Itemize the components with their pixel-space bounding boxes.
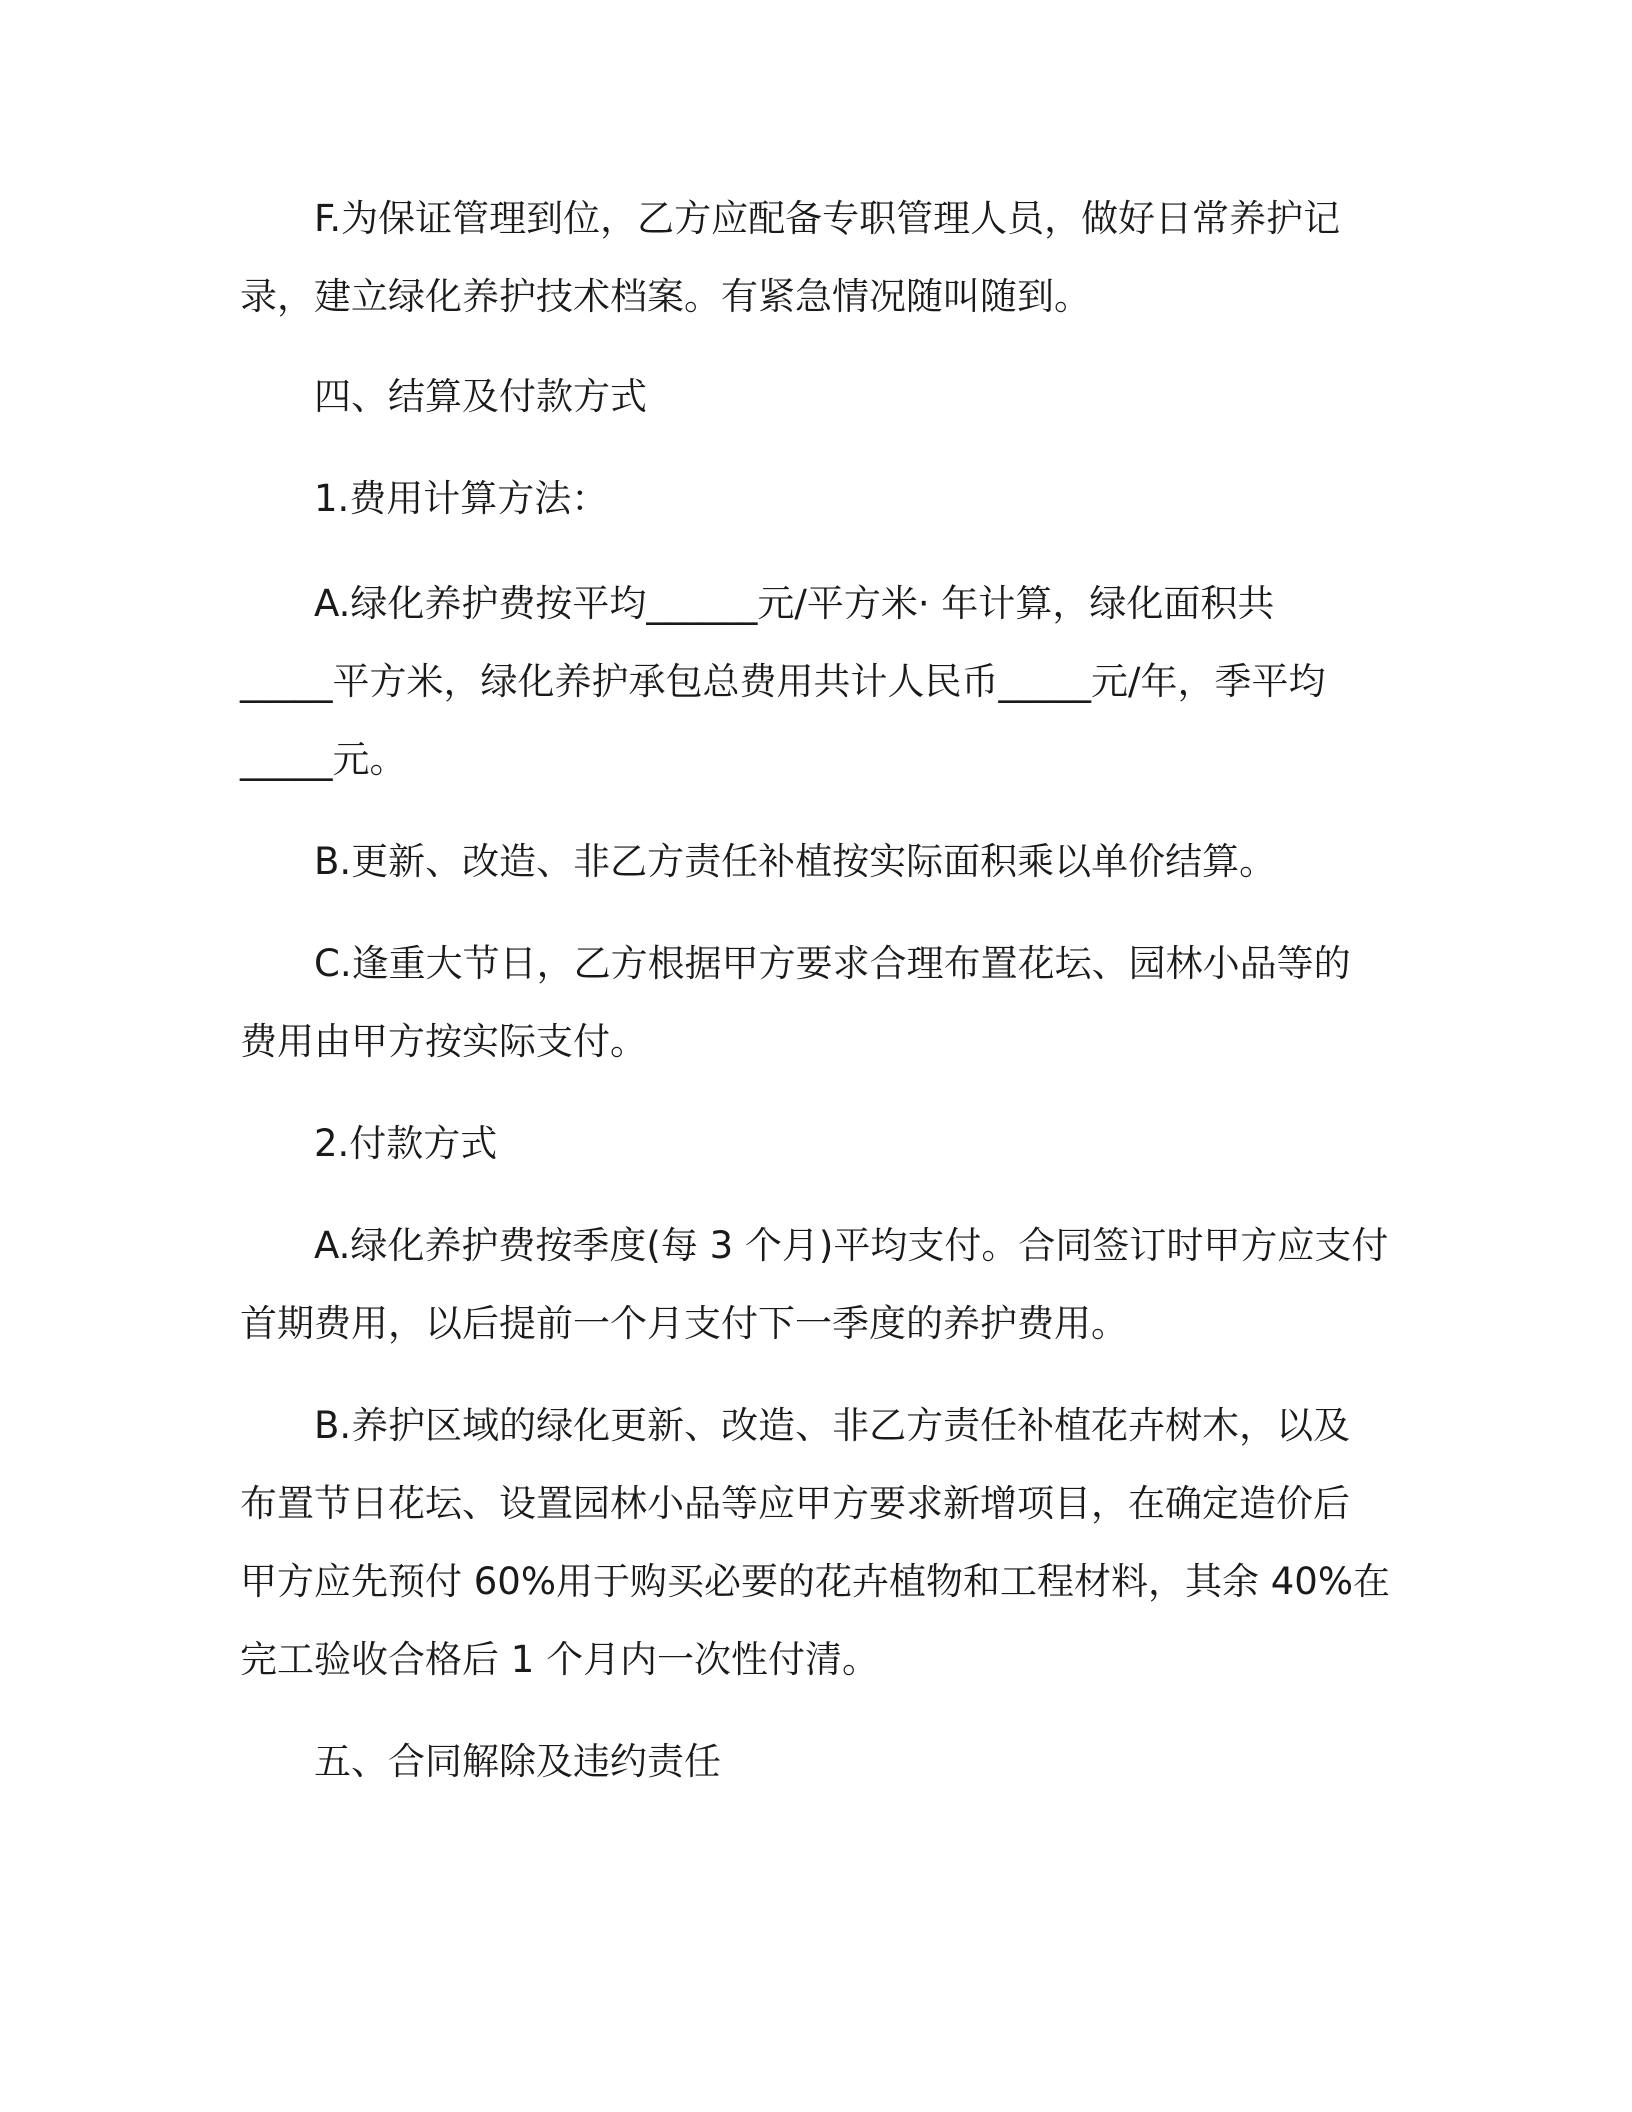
clause-a-fee-line-3: _____元。: [240, 738, 407, 781]
subsection-fee-calculation: 1.费用计算方法：: [314, 477, 609, 520]
section-four-heading: 四、结算及付款方式: [314, 375, 647, 418]
clause-f-line-1: F.为保证管理到位，乙方应配备专职管理人员，做好日常养护记: [314, 197, 1341, 240]
clause-f-line-2: 录，建立绿化养护技术档案。有紧急情况随叫随到。: [240, 275, 1091, 318]
section-five-heading: 五、合同解除及违约责任: [314, 1740, 721, 1783]
clause-b-payment-line-4: 完工验收合格后 1 个月内一次性付清。: [240, 1638, 880, 1681]
clause-b-settlement: B.更新、改造、非乙方责任补植按实际面积乘以单价结算。: [314, 840, 1277, 883]
clause-b-payment-line-3: 甲方应先预付 60%用于购买必要的花卉植物和工程材料，其余 40%在: [240, 1560, 1390, 1603]
clause-b-payment-line-2: 布置节日花坛、设置园林小品等应甲方要求新增项目，在确定造价后: [240, 1482, 1350, 1525]
clause-a-payment-line-1: A.绿化养护费按季度(每 3 个月)平均支付。合同签订时甲方应支付: [314, 1224, 1389, 1267]
clause-c-holiday-line-1: C.逢重大节日，乙方根据甲方要求合理布置花坛、园林小品等的: [314, 942, 1351, 985]
clause-c-holiday-line-2: 费用由甲方按实际支付。: [240, 1020, 647, 1063]
clause-a-fee-line-1: A.绿化养护费按平均______元/平方米· 年计算，绿化面积共: [314, 582, 1275, 625]
clause-a-payment-line-2: 首期费用，以后提前一个月支付下一季度的养护费用。: [240, 1302, 1128, 1345]
clause-a-fee-line-2: _____平方米，绿化养护承包总费用共计人民币_____元/年，季平均: [240, 660, 1326, 703]
subsection-payment-method: 2.付款方式: [314, 1122, 498, 1165]
clause-b-payment-line-1: B.养护区域的绿化更新、改造、非乙方责任补植花卉树木，以及: [314, 1404, 1351, 1447]
